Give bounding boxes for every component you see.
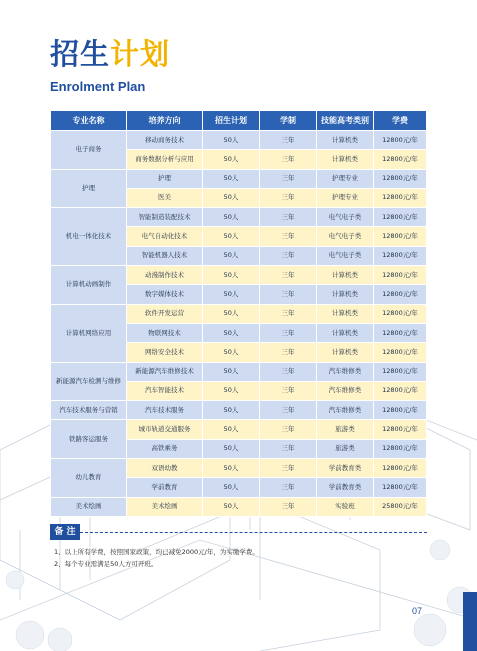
cell-major: 电子商务 <box>51 131 127 170</box>
page-subtitle: Enrolment Plan <box>50 79 146 94</box>
cell-major: 新能源汽车检测与维修 <box>51 362 127 401</box>
cell-tuition: 12800元/年 <box>374 401 427 420</box>
cell-exam-category: 护理专业 <box>317 188 374 207</box>
cell-exam-category: 电气电子类 <box>317 246 374 265</box>
cell-direction: 城市轨道交通服务 <box>127 420 203 439</box>
title-part-b: 计划 <box>110 37 171 71</box>
cell-major: 护理 <box>51 169 127 208</box>
cell-direction: 汽车技术服务 <box>127 401 203 420</box>
cell-tuition: 12800元/年 <box>374 323 427 342</box>
cell-quota: 50人 <box>203 304 260 323</box>
cell-quota: 50人 <box>203 401 260 420</box>
table-row <box>51 459 427 478</box>
cell-major: 机电一体化技术 <box>51 208 127 266</box>
cell-tuition: 12800元/年 <box>374 459 427 478</box>
cell-quota: 50人 <box>203 227 260 246</box>
header-major: 专业名称 <box>51 111 127 131</box>
cell-tuition: 12800元/年 <box>374 169 427 188</box>
title-part-a: 招生 <box>50 37 111 71</box>
cell-exam-category: 电气电子类 <box>317 208 374 227</box>
cell-direction: 新能源汽车维修技术 <box>127 362 203 381</box>
cell-duration: 三年 <box>260 343 317 362</box>
cell-quota: 50人 <box>203 169 260 188</box>
cell-exam-category: 计算机类 <box>317 304 374 323</box>
cell-duration: 三年 <box>260 169 317 188</box>
cell-quota: 50人 <box>203 478 260 497</box>
cell-quota: 50人 <box>203 188 260 207</box>
cell-exam-category: 旅游类 <box>317 439 374 458</box>
cell-direction: 智能制造装配技术 <box>127 208 203 227</box>
cell-major: 汽车技术服务与营销 <box>51 401 127 420</box>
cell-tuition: 12800元/年 <box>374 381 427 400</box>
cell-direction: 学前教育 <box>127 478 203 497</box>
cell-tuition: 12800元/年 <box>374 188 427 207</box>
page-edge-tab <box>463 592 477 651</box>
cell-tuition: 12800元/年 <box>374 420 427 439</box>
cell-duration: 三年 <box>260 439 317 458</box>
cell-quota: 50人 <box>203 208 260 227</box>
header-direction: 培养方向 <box>127 111 203 131</box>
cell-duration: 三年 <box>260 150 317 169</box>
note-item: 1、以上所有学费，按照国家政策，均已减免2000元/年，为实缴学费。 <box>54 548 259 556</box>
cell-exam-category: 汽车维修类 <box>317 381 374 400</box>
cell-exam-category: 实验班 <box>317 497 374 516</box>
cell-duration: 三年 <box>260 304 317 323</box>
cell-duration: 三年 <box>260 266 317 285</box>
cell-tuition: 12800元/年 <box>374 227 427 246</box>
cell-quota: 50人 <box>203 246 260 265</box>
cell-duration: 三年 <box>260 420 317 439</box>
cell-duration: 三年 <box>260 131 317 150</box>
table-row <box>51 169 427 188</box>
cell-direction: 电气自动化技术 <box>127 227 203 246</box>
cell-tuition: 12800元/年 <box>374 246 427 265</box>
cell-exam-category: 学前教育类 <box>317 459 374 478</box>
table-header-row <box>51 111 427 131</box>
cell-duration: 三年 <box>260 227 317 246</box>
cell-exam-category: 护理专业 <box>317 169 374 188</box>
page-title <box>50 37 171 71</box>
cell-duration: 三年 <box>260 285 317 304</box>
table-row <box>51 497 427 516</box>
cell-major: 铁路客运服务 <box>51 420 127 459</box>
cell-quota: 50人 <box>203 381 260 400</box>
cell-direction: 物联网技术 <box>127 323 203 342</box>
cell-quota: 50人 <box>203 362 260 381</box>
cell-exam-category: 计算机类 <box>317 266 374 285</box>
cell-quota: 50人 <box>203 459 260 478</box>
header-duration: 学制 <box>260 111 317 131</box>
cell-exam-category: 计算机类 <box>317 131 374 150</box>
cell-direction: 网络安全技术 <box>127 343 203 362</box>
cell-exam-category: 电气电子类 <box>317 227 374 246</box>
table-row <box>51 420 427 439</box>
cell-quota: 50人 <box>203 285 260 304</box>
cell-duration: 三年 <box>260 497 317 516</box>
cell-major: 幼儿教育 <box>51 459 127 498</box>
cell-duration: 三年 <box>260 459 317 478</box>
cell-quota: 50人 <box>203 266 260 285</box>
page-number: 07 <box>412 606 423 616</box>
cell-quota: 50人 <box>203 343 260 362</box>
cell-exam-category: 计算机类 <box>317 343 374 362</box>
cell-direction: 汽车智能技术 <box>127 381 203 400</box>
cell-duration: 三年 <box>260 208 317 227</box>
cell-tuition: 25800元/年 <box>374 497 427 516</box>
table-row <box>51 362 427 381</box>
cell-direction: 移动商务技术 <box>127 131 203 150</box>
cell-quota: 50人 <box>203 497 260 516</box>
cell-direction: 动漫制作技术 <box>127 266 203 285</box>
cell-tuition: 12800元/年 <box>374 285 427 304</box>
notes-divider <box>80 532 427 533</box>
cell-exam-category: 计算机类 <box>317 150 374 169</box>
header-quota: 招生计划 <box>203 111 260 131</box>
table-row <box>51 208 427 227</box>
cell-tuition: 12800元/年 <box>374 266 427 285</box>
cell-exam-category: 学前教育类 <box>317 478 374 497</box>
cell-exam-category: 汽车维修类 <box>317 401 374 420</box>
cell-duration: 三年 <box>260 478 317 497</box>
cell-tuition: 12800元/年 <box>374 478 427 497</box>
table-row <box>51 266 427 285</box>
cell-tuition: 12800元/年 <box>374 304 427 323</box>
cell-quota: 50人 <box>203 150 260 169</box>
cell-direction: 数字媒体技术 <box>127 285 203 304</box>
cell-tuition: 12800元/年 <box>374 343 427 362</box>
cell-duration: 三年 <box>260 188 317 207</box>
cell-exam-category: 计算机类 <box>317 285 374 304</box>
cell-quota: 50人 <box>203 323 260 342</box>
cell-direction: 双语幼教 <box>127 459 203 478</box>
cell-direction: 商务数据分析与应用 <box>127 150 203 169</box>
cell-tuition: 12800元/年 <box>374 208 427 227</box>
cell-duration: 三年 <box>260 246 317 265</box>
table-row <box>51 304 427 323</box>
enrolment-plan-table <box>50 110 427 517</box>
cell-direction: 美术绘画 <box>127 497 203 516</box>
cell-major: 计算机网络应用 <box>51 304 127 362</box>
cell-direction: 智能机器人技术 <box>127 246 203 265</box>
notes-list <box>54 546 259 570</box>
header-tuition: 学费 <box>374 111 427 131</box>
table-row <box>51 131 427 150</box>
cell-exam-category: 计算机类 <box>317 323 374 342</box>
cell-duration: 三年 <box>260 381 317 400</box>
cell-exam-category: 旅游类 <box>317 420 374 439</box>
notes-label: 备 注 <box>50 524 80 540</box>
cell-direction: 软件开发运营 <box>127 304 203 323</box>
cell-exam-category: 汽车维修类 <box>317 362 374 381</box>
cell-direction: 医美 <box>127 188 203 207</box>
cell-quota: 50人 <box>203 131 260 150</box>
cell-direction: 护理 <box>127 169 203 188</box>
cell-quota: 50人 <box>203 420 260 439</box>
cell-tuition: 12800元/年 <box>374 362 427 381</box>
cell-duration: 三年 <box>260 323 317 342</box>
cell-direction: 高铁乘务 <box>127 439 203 458</box>
cell-duration: 三年 <box>260 362 317 381</box>
table-row <box>51 401 427 420</box>
header-exam-category: 技能高考类别 <box>317 111 374 131</box>
cell-tuition: 12800元/年 <box>374 131 427 150</box>
cell-major: 计算机动画制作 <box>51 266 127 305</box>
cell-duration: 三年 <box>260 401 317 420</box>
cell-major: 美术绘画 <box>51 497 127 516</box>
cell-tuition: 12800元/年 <box>374 150 427 169</box>
note-item: 2、每个专业需满足50人方可开班。 <box>54 560 158 568</box>
cell-tuition: 12800元/年 <box>374 439 427 458</box>
cell-quota: 50人 <box>203 439 260 458</box>
